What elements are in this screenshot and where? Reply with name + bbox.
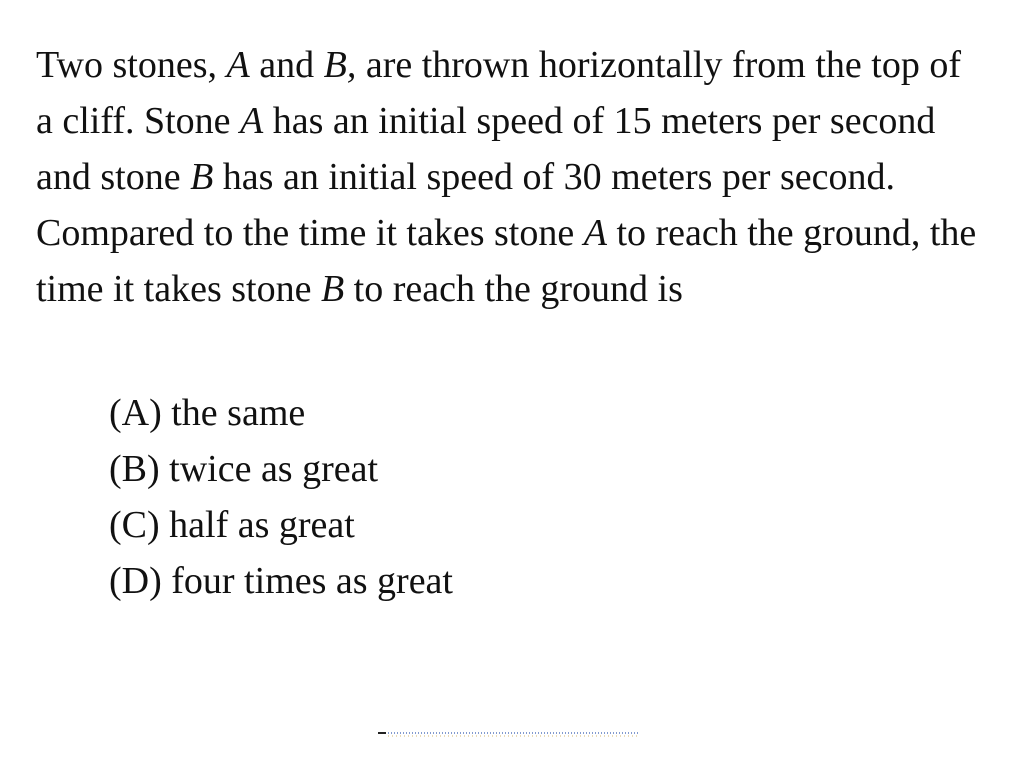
answer-choice-b: (B) twice as great — [109, 448, 379, 490]
answer-choice-d: (D) four times as great — [109, 560, 453, 602]
stone-b-variable: B — [190, 156, 214, 198]
question-segment: has an initial speed of 15 meters per second and stone — [36, 100, 936, 198]
stone-a-variable: A — [226, 44, 250, 86]
stone-a-variable: A — [240, 100, 264, 142]
answer-choices — [109, 385, 453, 609]
answer-choice-c: (C) half as great — [109, 504, 355, 546]
question-segment: to reach the ground is — [344, 268, 683, 310]
question-segment: has an initial speed of 30 meters per second. Compared to the time it takes stone — [36, 156, 895, 254]
footer-dotted-mark — [378, 730, 640, 738]
stone-b-variable: B — [320, 268, 345, 310]
question-text — [36, 37, 986, 317]
question-segment: are thrown horizontally from the top of a cliff. Stone — [36, 44, 961, 142]
stone-a-variable: A — [583, 212, 607, 254]
question-segment: and — [249, 44, 324, 86]
question-segment: Two stones, — [36, 44, 227, 86]
answer-choice-a: (A) the same — [109, 392, 306, 434]
question-segment: to reach the ground, the time it takes stone — [36, 212, 977, 310]
stone-b-variable: B, — [323, 44, 357, 86]
